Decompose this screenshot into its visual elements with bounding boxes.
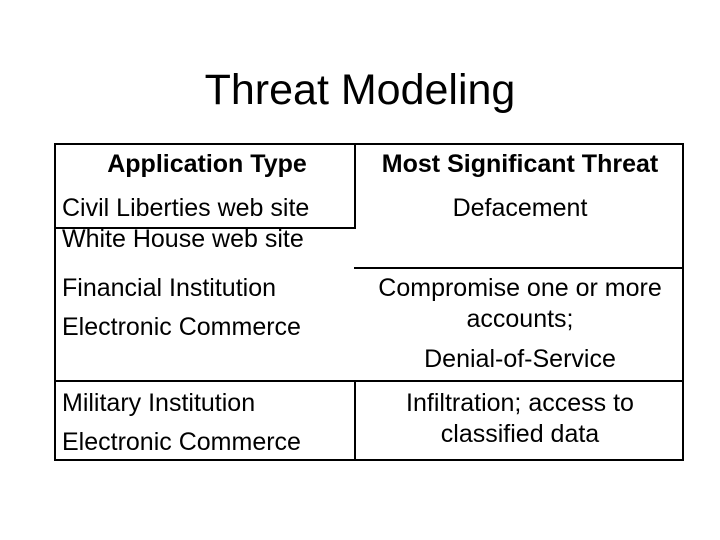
row-2-threat-line-2: accounts;	[466, 305, 574, 334]
column-divider-top	[354, 145, 356, 229]
row-2-application-line-2: Electronic Commerce	[62, 313, 301, 342]
row-3-application	[62, 388, 301, 459]
row-3-application-line-2: Electronic Commerce	[62, 428, 301, 457]
row-3-threat-line-1: Infiltration; access to	[406, 389, 634, 417]
slide-title: Threat Modeling	[204, 66, 516, 114]
row-3-threat-line-2: classified data	[440, 420, 600, 449]
row-divider-2	[56, 380, 684, 382]
row-1-application-line-2: White House web site	[62, 225, 304, 254]
header-application-type: Application Type	[107, 150, 307, 178]
row-2-application	[62, 273, 301, 344]
row-2-threat-line-3: Denial-of-Service	[424, 344, 616, 373]
row-1-application	[62, 193, 309, 256]
row-1-application-line-1: Civil Liberties web site	[62, 194, 310, 222]
column-divider-bottom	[354, 380, 356, 461]
row-3-threat	[358, 388, 682, 451]
row-divider-1-right	[354, 267, 684, 269]
row-2-threat-line-1: Compromise one or more	[378, 274, 662, 302]
threat-table	[54, 143, 684, 461]
row-1-threat-line-1: Defacement	[452, 194, 588, 222]
row-1-threat	[358, 193, 682, 224]
row-3-application-line-1: Military Institution	[62, 389, 256, 417]
row-2-threat	[358, 273, 682, 375]
header-most-significant-threat: Most Significant Threat	[381, 150, 659, 178]
row-2-application-line-1: Financial Institution	[62, 274, 277, 302]
